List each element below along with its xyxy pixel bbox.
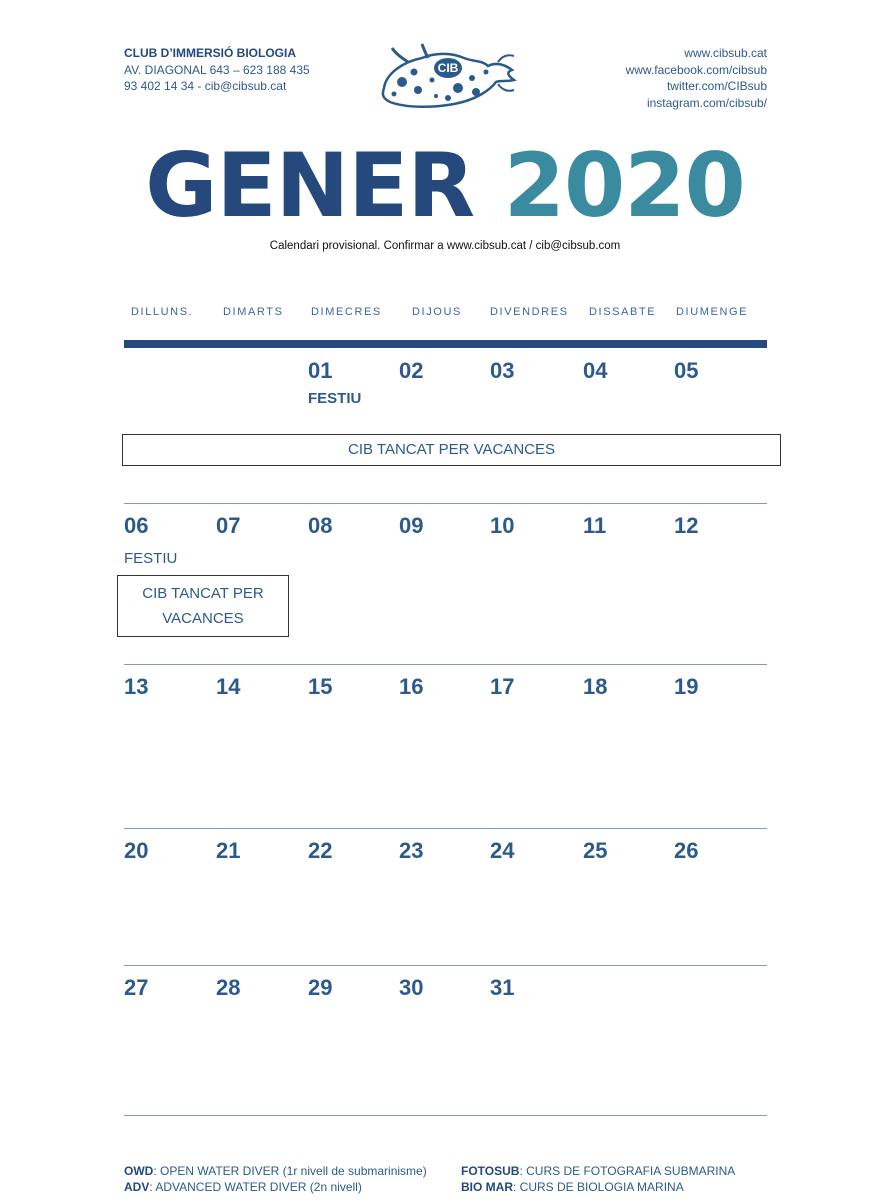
day-cell[interactable]: 23 bbox=[399, 838, 424, 863]
facebook-link[interactable]: www.facebook.com/cibsub bbox=[625, 62, 767, 77]
day-cell[interactable]: 26 bbox=[674, 838, 699, 863]
week-separator bbox=[124, 503, 767, 504]
day-cell[interactable]: 15 bbox=[308, 674, 333, 699]
legend-adv: ADV: ADVANCED WATER DIVER (2n nivell) bbox=[124, 1180, 362, 1194]
day-cell[interactable]: 19 bbox=[674, 674, 699, 699]
day-cell[interactable]: 16 bbox=[399, 674, 424, 699]
legend-right bbox=[461, 1163, 735, 1195]
closed-notice-line: VACANCES bbox=[162, 610, 244, 627]
social-links bbox=[626, 45, 767, 111]
week-separator bbox=[124, 664, 767, 665]
weekday-sunday: DIUMENGE bbox=[676, 306, 749, 318]
week-separator bbox=[124, 828, 767, 829]
legend-left bbox=[124, 1163, 427, 1195]
day-cell[interactable]: 21 bbox=[216, 838, 241, 863]
week-separator bbox=[124, 965, 767, 966]
title-year: 2020 bbox=[503, 134, 745, 237]
day-cell[interactable]: 01 bbox=[308, 358, 333, 383]
day-cell[interactable]: 20 bbox=[124, 838, 149, 863]
website-link[interactable]: www.cibsub.cat bbox=[684, 46, 767, 60]
day-cell[interactable]: 24 bbox=[490, 838, 515, 863]
cib-logo bbox=[378, 38, 518, 112]
day-cell[interactable]: 09 bbox=[399, 513, 424, 538]
day-cell[interactable]: 08 bbox=[308, 513, 333, 538]
day-cell[interactable]: 31 bbox=[490, 975, 515, 1000]
weekday-tuesday: DIMARTS bbox=[223, 306, 284, 318]
day-cell[interactable]: 28 bbox=[216, 975, 241, 1000]
day-cell[interactable]: 13 bbox=[124, 674, 149, 699]
weekday-thursday: DIJOUS bbox=[412, 306, 462, 318]
day-cell[interactable]: 30 bbox=[399, 975, 424, 1000]
title-month: GENER bbox=[145, 134, 475, 237]
day-cell[interactable]: 29 bbox=[308, 975, 333, 1000]
day-cell[interactable]: 27 bbox=[124, 975, 149, 1000]
legend-fotosub: FOTOSUB: CURS DE FOTOGRAFIA SUBMARINA bbox=[461, 1164, 736, 1178]
weekday-header bbox=[124, 306, 767, 324]
day-cell[interactable]: 04 bbox=[583, 358, 608, 383]
week-separator bbox=[124, 1115, 767, 1116]
weekday-wednesday: DIMECRES bbox=[311, 306, 382, 318]
legend-owd: OWD: OPEN WATER DIVER (1r nivell de submarinisme) bbox=[124, 1164, 427, 1178]
club-phone-email: 93 402 14 34 - cib@cibsub.cat bbox=[124, 79, 287, 93]
day-cell[interactable]: 22 bbox=[308, 838, 333, 863]
closed-notice: CIB TANCAT PER VACANCES bbox=[122, 434, 781, 466]
instagram-link[interactable]: instagram.com/cibsub/ bbox=[646, 95, 767, 110]
svg-text:CIB: CIB bbox=[437, 61, 459, 75]
day-cell[interactable]: 11 bbox=[583, 513, 607, 538]
day-cell[interactable]: 06 bbox=[124, 513, 149, 538]
page-title bbox=[0, 136, 890, 236]
holiday-label: FESTIU bbox=[124, 550, 178, 567]
twitter-link[interactable]: twitter.com/CIBsub bbox=[666, 79, 767, 93]
closed-notice-line: CIB TANCAT PER bbox=[142, 585, 264, 602]
day-cell[interactable]: 05 bbox=[674, 358, 699, 383]
day-cell[interactable]: 14 bbox=[216, 674, 241, 699]
weekday-monday: DILLUNS. bbox=[131, 306, 194, 318]
nudibranch-logo-icon bbox=[378, 38, 518, 112]
club-name: CLUB D’IMMERSIÓ BIOLOGIA bbox=[124, 46, 296, 60]
holiday-label: FESTIU bbox=[308, 390, 362, 407]
day-cell[interactable]: 18 bbox=[583, 674, 608, 699]
day-cell[interactable]: 25 bbox=[583, 838, 608, 863]
subtitle: Calendari provisional. Confirmar a www.cibsub.cat / cib@cibsub.com bbox=[269, 240, 621, 252]
day-cell[interactable]: 17 bbox=[490, 674, 515, 699]
club-info bbox=[124, 45, 310, 95]
weekday-saturday: DISSABTE bbox=[589, 306, 657, 318]
legend-biomar: BIO MAR: CURS DE BIOLOGIA MARINA bbox=[461, 1180, 684, 1194]
weekday-friday: DIVENDRES bbox=[490, 306, 569, 318]
day-cell[interactable]: 02 bbox=[399, 358, 424, 383]
closed-notice bbox=[117, 575, 289, 637]
day-cell[interactable]: 12 bbox=[674, 513, 699, 538]
club-address: AV. DIAGONAL 643 – 623 188 435 bbox=[124, 62, 310, 77]
day-cell[interactable]: 10 bbox=[490, 513, 515, 538]
day-cell[interactable]: 03 bbox=[490, 358, 515, 383]
day-cell[interactable]: 07 bbox=[216, 513, 241, 538]
header-divider-bar bbox=[124, 340, 767, 348]
